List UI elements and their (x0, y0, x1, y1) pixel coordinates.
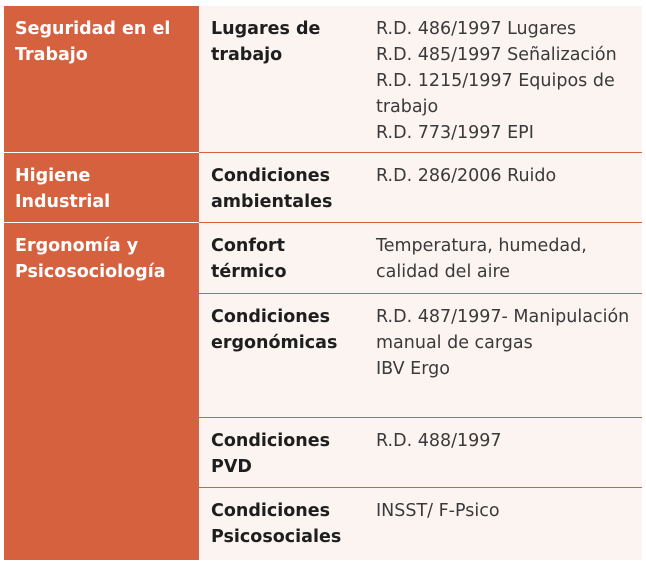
subarea-cell: Lugares de trabajo (199, 6, 366, 153)
norm-item: R.D. 485/1997 Señalización (376, 45, 617, 65)
norm-item: R.D. 487/1997- Manipulación manual de cargas (376, 307, 630, 353)
table-row (4, 223, 642, 294)
norm-item: R.D. 1215/1997 Equipos de trabajo (376, 71, 615, 117)
norms-cell (366, 488, 642, 561)
area-cell: Higiene Industrial (4, 153, 199, 223)
table-row (4, 153, 642, 223)
norm-item: Temperatura, humedad, calidad del aire (376, 236, 587, 282)
norms-cell (366, 6, 642, 153)
norms-cell (366, 294, 642, 418)
norm-item: R.D. 486/1997 Lugares (376, 19, 577, 39)
norms-cell (366, 153, 642, 223)
subarea-cell: Confort térmico (199, 223, 366, 294)
norm-item: R.D. 488/1997 (376, 431, 502, 451)
regulations-table (4, 6, 642, 561)
area-cell: Ergonomía y Psicosociología (4, 223, 199, 561)
subarea-cell: Condiciones Psicosociales (199, 488, 366, 561)
subarea-cell: Condiciones ambientales (199, 153, 366, 223)
norm-item: IBV Ergo (376, 359, 450, 379)
subarea-cell: Condiciones ergonómicas (199, 294, 366, 418)
norms-cell (366, 223, 642, 294)
norm-item: INSST/ F-Psico (376, 501, 500, 521)
area-cell: Seguridad en el Trabajo (4, 6, 199, 153)
table-row (4, 6, 642, 153)
norm-item: R.D. 773/1997 EPI (376, 123, 534, 143)
subarea-cell: Condiciones PVD (199, 418, 366, 488)
norm-item: R.D. 286/2006 Ruido (376, 166, 557, 186)
norms-cell (366, 418, 642, 488)
